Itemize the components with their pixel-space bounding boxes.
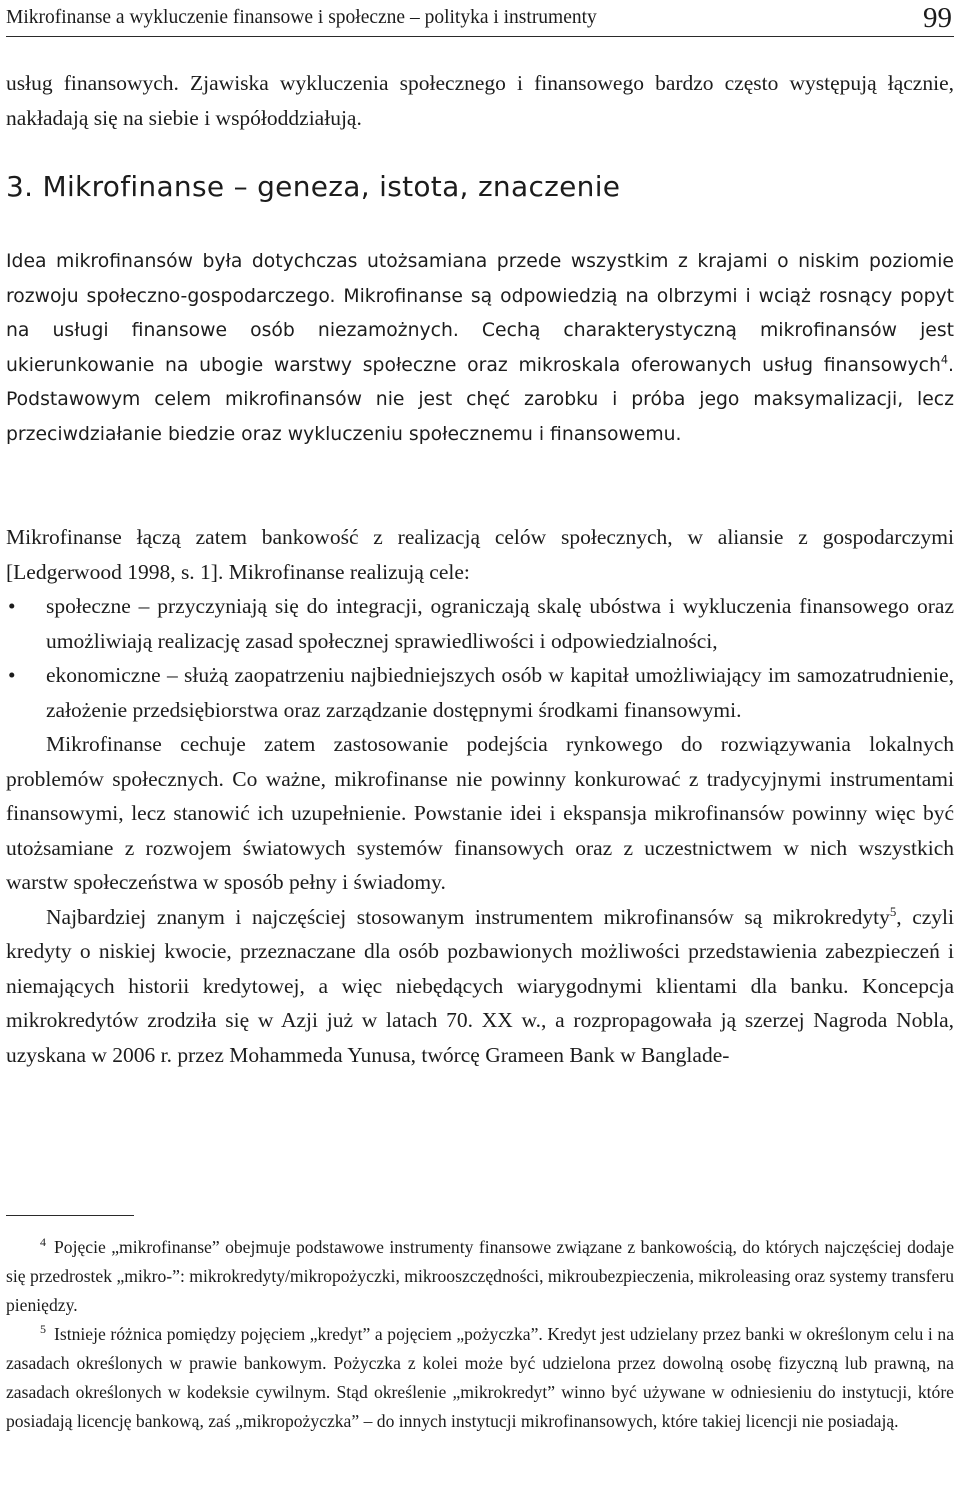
section-heading: 3. Mikrofinanse – geneza, istota, znaczenie	[6, 170, 621, 203]
footnote-text: Istnieje różnica pomiędzy pojęciem „kredyt” a pojęciem „pożyczka”. Kredyt jest udzielany przez banki w określonym celu i na zasadach określonych w prawie bankowym. Pożyczka z kolei może być udzielona przez dowolną osobę fizyczną lub prawną, na zasadach określonych w kodeksie cywilnym. Stąd określenie „mikrokredyt” winno być używane w odniesieniu do instytucji, które posiadają licencję bankową, zaś „mikropożyczka” – do innych instytucji mikrofinansowych, które takiej licencji nie posiadają.	[6, 1324, 954, 1431]
continuation-paragraph: usług finansowych. Zjawiska wykluczenia społecznego i finansowego bardzo często występują łącznie, nakładają się na siebie i współoddziałują.	[6, 71, 954, 130]
footnote-ref-4: 4	[940, 353, 949, 367]
goals-list	[6, 589, 954, 727]
list-item	[6, 589, 954, 658]
footnote-text: Pojęcie „mikrofinanse” obejmuje podstawowe instrumenty finansowe związane z bankowością, do których najczęściej dodaje się przedrostek „mikro-”: mikrokredyty/mikropożyczki, mikrooszczędności, mikroubezpieczenia, mikroleasing oraz systemy transferu pieniędzy.	[6, 1237, 954, 1315]
paragraph-market-approach: Mikrofinanse cechuje zatem zastosowanie podejścia rynkowego do rozwiązywania lokalnych problemów społecznych. Co ważne, mikrofinanse nie powinny konkurować z tradycyjnymi instrumentami finansowymi, lecz stanowić ich uzupełnienie. Powstanie idei i ekspansja mikrofinansów powinny więc być utożsamiane z rozwojem światowych systemów finansowych oraz z uczestnictwem w nich wszystkich warstw społeczeństwa w sposób pełny i świadomy.	[6, 732, 954, 894]
footnote-number: 5	[40, 1322, 46, 1337]
footnote-4	[6, 1233, 954, 1320]
bullet-marker: •	[8, 663, 16, 687]
microcredit-text-part2: , czyli kredyty o niskiej kwocie, przeznaczane dla osób pozbawionych możliwości przedstawienia zabezpieczeń i niemających historii kredytowej, a więc niebędących wiarygodnymi klientami dla banku. Koncepcja mikrokredytów zrodziła się w Azji już w latach 70. XX w., a rozpropagowała ją szerzej Nagroda Nobla, uzyskana w 2006 r. przez Mohammeda Yunusa, twórcę Grameen Bank w Banglade-	[6, 904, 954, 1067]
goals-intro: Mikrofinanse łączą zatem bankowość z realizacją celów społecznych, w aliansie z gospodarczymi [Ledgerwood 1998, s. 1]. Mikrofinanse realizują cele:	[6, 525, 954, 584]
continuation-block	[6, 66, 954, 135]
footnotes	[6, 1233, 954, 1436]
page-number: 99	[923, 2, 952, 34]
list-item	[6, 658, 954, 727]
footnote-ref-5: 5	[889, 904, 897, 919]
intro-text-part1: Idea mikrofinansów była dotychczas utożsamiana przede wszystkim z krajami o niskim poziomie rozwoju społeczno-gospodarczego. Mikrofinanse są odpowiedzią na olbrzymi i wciąż rosnący popyt na usługi finansowe osób niezamożnych. Cechą charakterystyczną mikrofinansów jest ukierunkowanie na ubogie warstwy społeczne oraz mikroskala oferowanych usług finansowych	[6, 251, 954, 376]
footnote-5	[6, 1320, 954, 1436]
intro-text-part2: . Podstawowym celem mikrofinansów nie jest chęć zarobku i próba jego maksymalizacji, lecz przeciwdziałanie biedzie oraz wykluczeniu społecznemu i finansowemu.	[6, 354, 954, 445]
microcredit-text-part1: Najbardziej znanym i najczęściej stosowanym instrumentem mikrofinansów są mikrokredyty	[46, 904, 890, 929]
footnote-number: 4	[40, 1235, 46, 1250]
bullet-text: ekonomiczne – służą zaopatrzeniu najbiedniejszych osób w kapitał umożliwiający im samozatrudnienie, założenie przedsiębiorstwa oraz zarządzanie dostępnymi środkami finansowymi.	[46, 663, 954, 722]
header-rule	[6, 36, 954, 37]
bullet-marker: •	[8, 594, 16, 618]
intro-paragraph	[6, 245, 954, 452]
paragraph-microcredits	[6, 900, 954, 1073]
footnote-rule	[6, 1215, 134, 1216]
running-header	[6, 4, 952, 34]
main-text	[6, 520, 954, 1072]
running-title: Mikrofinanse a wykluczenie finansowe i społeczne – polityka i instrumenty	[6, 7, 597, 28]
bullet-text: społeczne – przyczyniają się do integracji, ograniczają skalę ubóstwa i wykluczenia finansowego oraz umożliwiają realizację zasad społecznej sprawiedliwości i odpowiedzialności,	[46, 594, 954, 653]
